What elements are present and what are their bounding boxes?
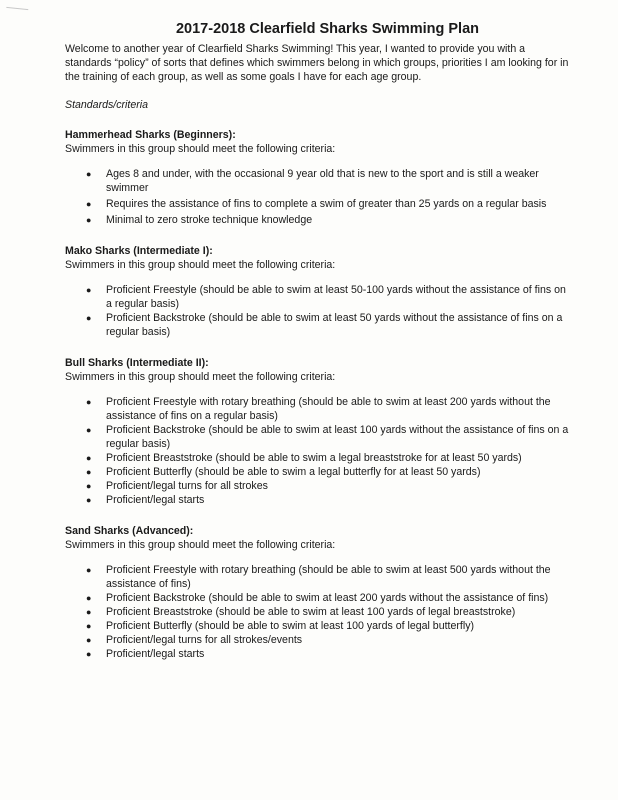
bullet-icon: ● bbox=[86, 565, 92, 575]
bullet-icon: ● bbox=[86, 635, 92, 645]
criteria-text: Proficient Backstroke (should be able to swim at least 100 yards without the assistance of fins on a regular basis) bbox=[106, 424, 569, 450]
criteria-item bbox=[65, 197, 570, 211]
criteria-text: Proficient/legal starts bbox=[106, 494, 205, 506]
bullet-icon: ● bbox=[86, 495, 92, 505]
criteria-item bbox=[65, 605, 570, 619]
group-title: Hammerhead Sharks (Beginners): bbox=[65, 129, 236, 141]
criteria-text: Proficient Freestyle with rotary breathing (should be able to swim at least 500 yards without the assistance of fins) bbox=[106, 564, 551, 590]
bullet-icon: ● bbox=[86, 425, 92, 435]
criteria-text: Proficient Freestyle (should be able to swim at least 50-100 yards without the assistance of fins on a regular basis) bbox=[106, 284, 566, 310]
criteria-item bbox=[65, 283, 570, 311]
criteria-item bbox=[65, 423, 570, 451]
group-sand-sharks bbox=[65, 524, 570, 661]
bullet-icon: ● bbox=[86, 453, 92, 463]
bullet-icon: ● bbox=[86, 215, 92, 225]
criteria-text: Requires the assistance of fins to complete a swim of greater than 25 yards on a regular basis bbox=[106, 198, 547, 210]
criteria-item bbox=[65, 395, 570, 423]
criteria-item bbox=[65, 451, 570, 465]
criteria-list bbox=[65, 395, 570, 507]
bullet-icon: ● bbox=[86, 169, 92, 179]
criteria-list bbox=[65, 283, 570, 339]
criteria-text: Minimal to zero stroke technique knowledge bbox=[106, 214, 313, 226]
bullet-icon: ● bbox=[86, 593, 92, 603]
bullet-icon: ● bbox=[86, 481, 92, 491]
criteria-item bbox=[65, 311, 570, 339]
group-mako-sharks bbox=[65, 244, 570, 339]
criteria-item bbox=[65, 213, 570, 227]
group-subtitle: Swimmers in this group should meet the following criteria: bbox=[65, 143, 336, 155]
criteria-text: Ages 8 and under, with the occasional 9 year old that is new to the sport and is still a weaker swimmer bbox=[106, 168, 539, 194]
standards-heading: Standards/criteria bbox=[65, 99, 149, 111]
group-bull-sharks bbox=[65, 356, 570, 507]
criteria-item bbox=[65, 563, 570, 591]
criteria-text: Proficient/legal starts bbox=[106, 648, 205, 660]
group-subtitle: Swimmers in this group should meet the following criteria: bbox=[65, 259, 336, 271]
criteria-item bbox=[65, 167, 570, 195]
criteria-list bbox=[65, 167, 570, 227]
document-title: 2017-2018 Clearfield Sharks Swimming Plan bbox=[175, 21, 480, 37]
criteria-text: Proficient Freestyle with rotary breathing (should be able to swim at least 200 yards without the assistance of fins on a regular basis) bbox=[106, 396, 551, 422]
bullet-icon: ● bbox=[86, 649, 92, 659]
criteria-item bbox=[65, 633, 570, 647]
criteria-text: Proficient Backstroke (should be able to swim at least 200 yards without the assistance of fins) bbox=[106, 592, 549, 604]
group-hammerhead-sharks bbox=[65, 128, 570, 227]
criteria-text: Proficient Backstroke (should be able to swim at least 50 yards without the assistance of fins on a regular basis) bbox=[106, 312, 563, 338]
group-subtitle: Swimmers in this group should meet the following criteria: bbox=[65, 539, 336, 551]
criteria-text: Proficient Butterfly (should be able to swim at least 100 yards of legal butterfly) bbox=[106, 620, 475, 632]
criteria-item bbox=[65, 479, 570, 493]
criteria-text: Proficient Breaststroke (should be able to swim at least 100 yards of legal breaststroke) bbox=[106, 606, 516, 618]
group-title: Mako Sharks (Intermediate I): bbox=[65, 245, 213, 257]
criteria-item bbox=[65, 647, 570, 661]
intro-paragraph: Welcome to another year of Clearfield Sharks Swimming! This year, I wanted to provide you with a standards “policy” of sorts that defines which swimmers belong in which groups, priorities I am looking for in the training of each group, as well as some goals I have for each age group. bbox=[65, 43, 569, 83]
criteria-item bbox=[65, 591, 570, 605]
criteria-text: Proficient/legal turns for all strokes bbox=[106, 480, 268, 492]
scan-artifact bbox=[6, 7, 29, 16]
criteria-text: Proficient Butterfly (should be able to swim a legal butterfly for at least 50 yards) bbox=[106, 466, 481, 478]
group-title: Sand Sharks (Advanced): bbox=[65, 525, 194, 537]
bullet-icon: ● bbox=[86, 285, 92, 295]
bullet-icon: ● bbox=[86, 199, 92, 209]
criteria-item bbox=[65, 619, 570, 633]
criteria-text: Proficient/legal turns for all strokes/events bbox=[106, 634, 303, 646]
criteria-item bbox=[65, 465, 570, 479]
criteria-item bbox=[65, 493, 570, 507]
bullet-icon: ● bbox=[86, 313, 92, 323]
bullet-icon: ● bbox=[86, 607, 92, 617]
bullet-icon: ● bbox=[86, 467, 92, 477]
bullet-icon: ● bbox=[86, 621, 92, 631]
document-body bbox=[65, 22, 570, 678]
criteria-text: Proficient Breaststroke (should be able to swim a legal breaststroke for at least 50 yards) bbox=[106, 452, 522, 464]
group-title: Bull Sharks (Intermediate II): bbox=[65, 357, 209, 369]
criteria-list bbox=[65, 563, 570, 661]
bullet-icon: ● bbox=[86, 397, 92, 407]
group-subtitle: Swimmers in this group should meet the following criteria: bbox=[65, 371, 336, 383]
